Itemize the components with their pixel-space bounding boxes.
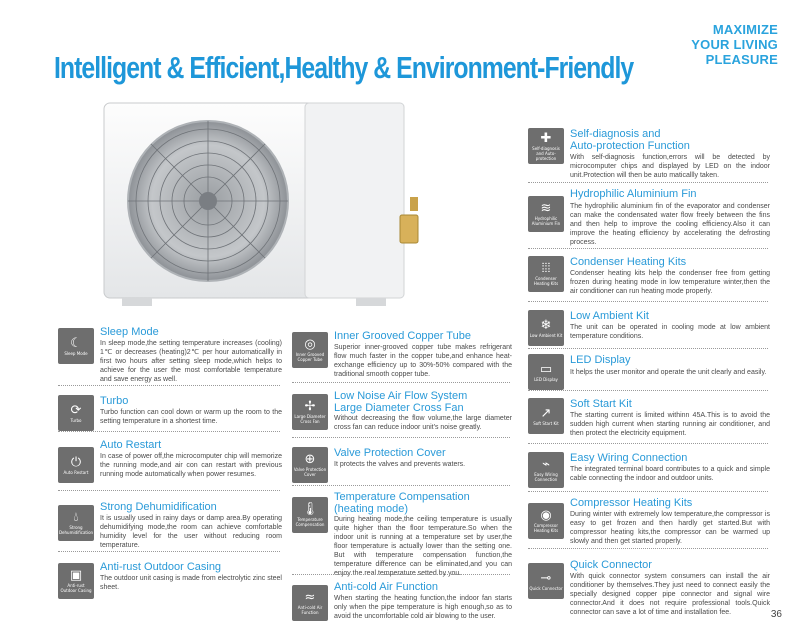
graph-icon: ↗ Soft Start Kit bbox=[528, 398, 564, 434]
feature-description: Superior inner-grooved copper tube makes refrigerant flow much faster in the copper tube,and enhance heat-exchange efficiency up to 30%-50% compared with the traditional smooth copper tube. bbox=[334, 344, 512, 378]
feature-description: It is usually used in rainy days or damp area.By operating dehumidifying mode,the room can achieve comfortable humidity level for the user without reducing room temperature. bbox=[100, 515, 282, 549]
feature-title: Auto Restart bbox=[100, 439, 162, 451]
feature-low-ambient bbox=[528, 310, 773, 346]
connector-icon: ⊸ Quick Connector bbox=[528, 563, 564, 599]
feature-anti-rust-casing bbox=[58, 561, 283, 601]
divider bbox=[58, 431, 280, 432]
feature-sleep-mode bbox=[58, 326, 283, 381]
feature-title: Self-diagnosis and bbox=[570, 128, 661, 140]
heater-icon: ⦙⦙⦙ Condenser Heating Kits bbox=[528, 256, 564, 292]
tube-icon: ◎ Inner Grooved Copper Tube bbox=[292, 332, 328, 368]
feature-title: Inner Grooved Copper Tube bbox=[334, 330, 471, 342]
divider bbox=[292, 437, 510, 438]
feature-title: Quick Connector bbox=[570, 559, 652, 571]
feature-valve-protection bbox=[292, 447, 512, 483]
divider bbox=[292, 574, 510, 575]
feature-description: The outdoor unit casing is made from electrolytic zinc steel sheet. bbox=[100, 575, 282, 591]
divider bbox=[528, 390, 768, 391]
feature-self-diagnosis bbox=[528, 128, 773, 178]
fin-icon: ≋ Hydrophilic Aluminium Fin bbox=[528, 196, 564, 232]
feature-description: In sleep mode,the setting temperature increases (cooling) 1℃ or decreases (heating)2℃ per hour automaticallly in first two hours after setting sleep mode,which helps to achieve for the user the most comfortable temperature and save energy as well. bbox=[100, 340, 282, 383]
fan-icon: ✢ Large Diameter Cross Fan bbox=[292, 394, 328, 430]
tagline-line-3: PLEASURE bbox=[705, 52, 778, 67]
feature-description: During heating mode,the ceiling temperature is usually quite higher than the floor temperature.So when the indoor unit is running at a temperature set by user,the floor temperature is actually lower than the setting one. But with temperature compensation function,the temperature difference can be eliminated,and you can enjoy the real temperature setted by you. bbox=[334, 516, 512, 577]
snowflake-icon: ❄ Low Ambient Kit bbox=[528, 310, 564, 346]
feature-low-noise-air-flow bbox=[292, 390, 512, 435]
feature-description: In case of power off,the microcomputer chip will memorize the running mode,and air con can restart with previous running mode automatically when power resumes. bbox=[100, 453, 282, 478]
plug-icon: ⌁ Easy Wiring Connection bbox=[528, 452, 564, 488]
feature-description: The starting current is limited withinn 45A.This is to avoid the sudden high current when starting running air conditioner, and then protect the electricity equipment. bbox=[570, 412, 770, 437]
divider bbox=[292, 485, 510, 486]
feature-title: Anti-rust Outdoor Casing bbox=[100, 561, 222, 573]
divider bbox=[292, 382, 510, 383]
divider bbox=[58, 551, 280, 552]
tagline-line-2: YOUR LIVING bbox=[691, 37, 778, 52]
thermometer-icon: 🌡︎ Temperature Compensation bbox=[292, 497, 328, 533]
feature-soft-start bbox=[528, 398, 773, 440]
feature-description: Turbo function can cool down or warm up the room to the setting temperature in a shortest time. bbox=[100, 409, 282, 425]
feature-turbo bbox=[58, 395, 283, 431]
outdoor-unit-image bbox=[100, 95, 430, 310]
divider bbox=[58, 385, 280, 386]
feature-title: Temperature Compensation bbox=[334, 491, 470, 503]
tagline-line-1: MAXIMIZE bbox=[712, 22, 778, 37]
divider bbox=[528, 301, 768, 302]
feature-description: Condenser heating kits help the condenser free from getting frozen during heating mode in low temperature winter,then the air conditioner can run heating mode properly. bbox=[570, 270, 770, 295]
feature-condenser-heating bbox=[528, 256, 773, 296]
divider bbox=[528, 491, 768, 492]
feature-title-line-2: (heating mode) bbox=[334, 503, 408, 515]
feature-title: Low Noise Air Flow System bbox=[334, 390, 468, 402]
feature-inner-grooved-tube bbox=[292, 330, 512, 378]
feature-title: Easy Wiring Connection bbox=[570, 452, 688, 464]
wind-icon: ≈ Anti-cold Air Function bbox=[292, 585, 328, 621]
feature-anti-cold-air bbox=[292, 581, 512, 621]
divider bbox=[528, 548, 768, 549]
turbo-icon: ⟳ Turbo bbox=[58, 395, 94, 431]
divider bbox=[528, 182, 768, 183]
valve-icon: ⊕ Valve Protection Cover bbox=[292, 447, 328, 483]
feature-title-line-2: Large Diameter Cross Fan bbox=[334, 402, 464, 414]
feature-description: With quick connector system consumers can install the air conditioner by themselves.They just need to connect easily the specially designed copper pipe connector and signal wire connector.And it does not require professional tools.Quick connector can save a lot of time and installation fee. bbox=[570, 573, 770, 616]
feature-title: Hydrophilic Aluminium Fin bbox=[570, 188, 697, 200]
tagline bbox=[648, 22, 778, 67]
feature-title-line-2: Auto-protection Function bbox=[570, 140, 690, 152]
feature-hydrophilic-fin bbox=[528, 188, 773, 246]
feature-description: Without decreasing the flow volume,the large diameter cross fan can reduce indoor unit's noise greatly. bbox=[334, 415, 512, 431]
compressor-icon: ◉ Compressor Heating Kits bbox=[528, 503, 564, 539]
feature-description: With self-diagnosis function,errors will be detected by microcomputer chips and displayed by LED on the indoor unit.Protection will then be auto maticallly taken. bbox=[570, 154, 770, 179]
feature-title: Soft Start Kit bbox=[570, 398, 632, 410]
feature-description: The hydrophilic aluminium fin of the evaporator and condenser can make the condensated water flow freely between the fins and then help to improve the cooling efficiency.Also it can improve the heating efficiency by accelerating the defrosting process. bbox=[570, 203, 770, 246]
casing-icon: ▣ Anti-rust Outdoor Casing bbox=[58, 563, 94, 599]
feature-description: It protects the valves and prevents waters. bbox=[334, 461, 466, 468]
feature-strong-dehumidification bbox=[58, 501, 283, 549]
display-icon: ▭ LED Display bbox=[528, 354, 564, 390]
power-icon: ⏻ Auto Restart bbox=[58, 447, 94, 483]
feature-description: When starting the heating function,the indoor fan starts only when the pipe temperature is high enough,so as to avoid the uncomfortable cold air blowing to the user. bbox=[334, 595, 512, 620]
page-number: 36 bbox=[770, 609, 782, 620]
divider bbox=[528, 443, 768, 444]
feature-title: Strong Dehumidification bbox=[100, 501, 217, 513]
feature-easy-wiring bbox=[528, 452, 773, 488]
wrench-icon: ✚ Self-diagnosis and Auto-protection bbox=[528, 128, 564, 164]
feature-temperature-compensation bbox=[292, 491, 512, 577]
divider bbox=[528, 248, 768, 249]
feature-title: LED Display bbox=[570, 354, 631, 366]
feature-title: Low Ambient Kit bbox=[570, 310, 649, 322]
feature-title: Condenser Heating Kits bbox=[570, 256, 687, 268]
feature-compressor-heating bbox=[528, 497, 773, 543]
feature-auto-restart bbox=[58, 439, 283, 487]
moon-icon: ☾ Sleep Mode bbox=[58, 328, 94, 364]
feature-description: It helps the user monitor and operate the unit clearly and easily. bbox=[570, 369, 767, 376]
feature-title: Sleep Mode bbox=[100, 326, 159, 338]
feature-title: Turbo bbox=[100, 395, 129, 407]
feature-title: Anti-cold Air Function bbox=[334, 581, 438, 593]
feature-title: Compressor Heating Kits bbox=[570, 497, 693, 509]
divider bbox=[58, 490, 280, 491]
droplet-icon: 💧︎ Strong Dehumidification bbox=[58, 505, 94, 541]
feature-quick-connector bbox=[528, 559, 773, 621]
divider bbox=[528, 348, 768, 349]
feature-description: During winter with extremely low temperature,the compressor is easy to get frozen and then hardly get started.But with compressor heating kits,the compressor can be warmed up slowly and then get started properly. bbox=[570, 511, 770, 545]
feature-description: The integrated terminal board contributes to a quick and simple cable connecting the indoor and outdoor units. bbox=[570, 466, 770, 482]
feature-description: The unit can be operated in cooling mode at low ambient temperature conditions. bbox=[570, 324, 770, 340]
feature-led-display bbox=[528, 354, 773, 390]
page-headline: Intelligent & Efficient,Healthy & Environment-Friendly bbox=[54, 50, 634, 85]
feature-title: Valve Protection Cover bbox=[334, 447, 446, 459]
